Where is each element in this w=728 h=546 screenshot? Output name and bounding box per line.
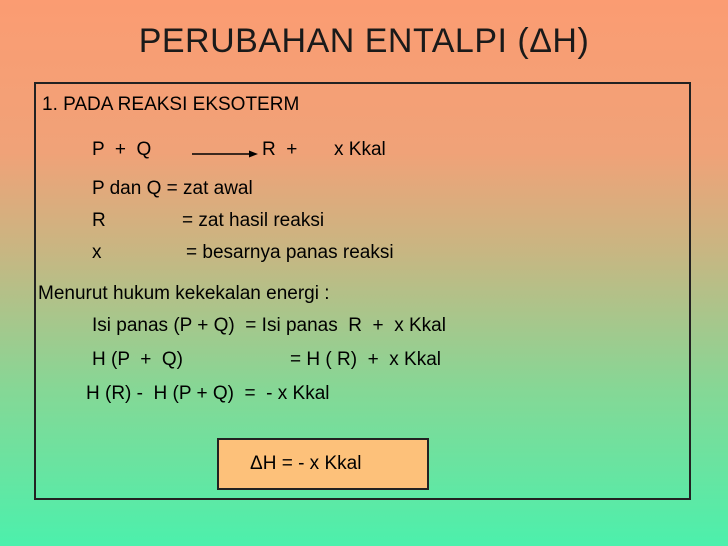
equation-1: Isi panas (P + Q) = Isi panas R + x Kkal	[92, 315, 446, 336]
reaction-arrow-icon	[192, 149, 258, 159]
law-intro: Menurut hukum kekekalan energi :	[38, 283, 330, 304]
reactants: P + Q	[92, 139, 152, 160]
definition-reactants: P dan Q = zat awal	[92, 178, 253, 199]
definition-x-meaning: = besarnya panas reaksi	[186, 242, 394, 263]
products: R +	[262, 139, 298, 160]
equation-3: H (R) - H (P + Q) = - x Kkal	[86, 383, 330, 404]
definition-x-symbol: x	[92, 242, 102, 263]
definition-product-symbol: R	[92, 210, 106, 231]
definition-product-meaning: = zat hasil reaksi	[182, 210, 325, 231]
reaction-energy: x Kkal	[334, 139, 386, 160]
equation-2-left: H (P + Q)	[92, 349, 183, 370]
equation-2-right: = H ( R) + x Kkal	[290, 349, 441, 370]
result-box: ΔH = - x Kkal	[217, 438, 429, 490]
section-heading: 1. PADA REAKSI EKSOTERM	[42, 94, 300, 115]
slide-title: PERUBAHAN ENTALPI (ΔH)	[138, 22, 590, 60]
